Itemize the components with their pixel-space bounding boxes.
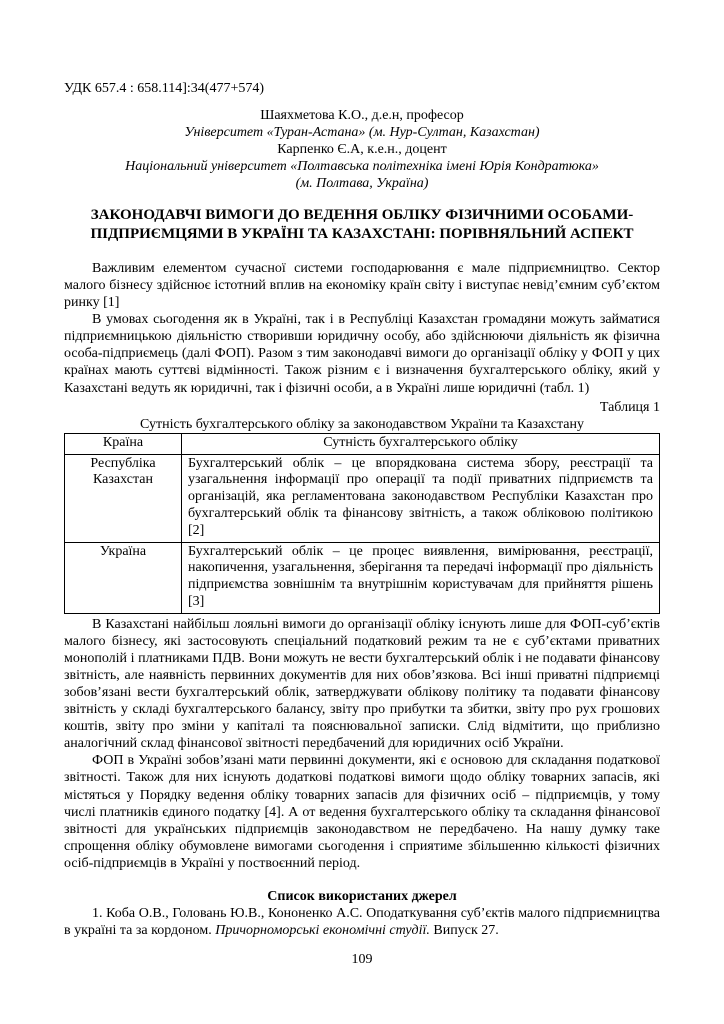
- byline: [64, 107, 660, 192]
- table-header-essence: Сутність бухгалтерського обліку: [182, 433, 660, 454]
- table-cell-definition-kazakhstan: Бухгалтерський облік – це впорядкована система збору, реєстрації та узагальнення інформації про операції та події приватних підприємств та організацій, яка регламентована законодавством Республіки Казахстан про бухгалтерський облік та фінансову звітність, а також обліковою політикою [2]: [182, 454, 660, 542]
- affiliation-1: Університет «Туран-Астана» (м. Нур-Султан, Казахстан): [184, 125, 540, 141]
- affiliation-2-line-2: (м. Полтава, Україна): [295, 176, 429, 192]
- affiliation-2-line-1: Національний університет «Полтавська політехніка імені Юрія Кондратюка»: [125, 159, 599, 175]
- article-title: ЗАКОНОДАВЧІ ВИМОГИ ДО ВЕДЕННЯ ОБЛІКУ ФІЗИЧНИМИ ОСОБАМИ-ПІДПРИЄМЦЯМИ В УКРАЇНІ ТА КАЗАХСТАНІ: ПОРІВНЯЛЬНИЙ АСПЕКТ: [90, 207, 634, 243]
- author-2: Карпенко Є.А, к.е.н., доцент: [277, 142, 447, 158]
- table-cell-definition-ukraine: Бухгалтерський облік – це процес виявлення, вимірювання, реєстрації, накопичення, узагальнення, зберігання та передачі інформації про діяльність підприємства зовнішнім та внутрішнім користувачам для прийняття рішень [3]: [182, 542, 660, 613]
- paragraph-body-1: В Казахстані найбільш лояльні вимоги до організації обліку існують лише для ФОП-суб’єктів малого бізнесу, які застосовують спеціальний податковий режим та не є суб’єктами приватних монополій і платниками ПДВ. Вони можуть не вести бухгалтерський облік і не подавати фінансову звітність, але наявність первинних документів для них обов’язкова. Всі інші приватні підприємці зобов’язані вести бухгалтерський облік, затверджувати облікову політику та подавати фінансову звітність у складі бухгалтерського балансу, звіту про прибутки та збитки, звіту про рух грошових коштів, звіту про зміни у капіталі та пояснювальної записки. Слід відмітити, що приблизно аналогічний склад фінансової звітності передбачений для юридичних осіб України.: [64, 616, 660, 752]
- reference-1-tail: Випуск 27.: [429, 923, 499, 939]
- table-row-kazakhstan: [65, 454, 660, 542]
- reference-item-1: [64, 905, 660, 939]
- reference-1-text: 1. Коба О.В., Головань Ю.В., Кононенко А.С. Оподаткування суб’єктів малого підприємництва в україні та за кордоном.: [64, 905, 660, 939]
- paragraph-intro-1: Важливим елементом сучасної системи господарювання є мале підприємництво. Сектор малого бізнесу здійснює істотний вплив на економіку країн світу і виступає невід’ємним суб’єктом ринку [1]: [64, 260, 660, 311]
- author-1: Шаяхметова К.О., д.е.н, професор: [260, 108, 464, 124]
- reference-1-journal: Причорноморські економічні студії.: [215, 923, 430, 939]
- table-header-country: Країна: [65, 433, 182, 454]
- references-heading: Список використаних джерел: [267, 888, 457, 904]
- table-cell-country-ukraine: Україна: [65, 542, 182, 613]
- table-caption: Сутність бухгалтерського обліку за законодавством України та Казахстану: [140, 416, 584, 432]
- table-row-ukraine: [65, 542, 660, 613]
- page-number: 109: [351, 951, 373, 967]
- udc-code: УДК 657.4 : 658.114]:34(477+574): [64, 81, 265, 96]
- table-header-row: [65, 433, 660, 454]
- table-label: Таблиця 1: [599, 399, 660, 415]
- comparison-table: [64, 433, 660, 614]
- paragraph-intro-2: В умовах сьогодення як в Україні, так і в Республіці Казахстан громадяни можуть займатися підприємницькою діяльністю створивши юридичну особу, або здійснюючи діяльність як фізична особа-підприємець (далі ФОП). Разом з тим законодавчі вимоги до організації обліку у ФОП у цих країнах мають суттєві відмінності. Також різним є і визначення бухгалтерського обліку, який у Казахстані ведуть як юридичні, так і фізичні особи, а в Україні лише юридичні (табл. 1): [64, 312, 660, 396]
- table-cell-country-kazakhstan: Республіка Казахстан: [65, 454, 182, 542]
- paragraph-body-2: ФОП в Україні зобов’язані мати первинні документи, які є основою для складання податкової звітності. Також для них існують додаткові податкові вимоги щодо обліку товарних запасів, які містяться у Порядку ведення обліку товарних запасів для фізичних осіб – підприємців, у тому числі платників єдиного податку [4]. А от ведення бухгалтерського обліку та складання фінансової звітності для українських підприємців законодавством не передбачено. На нашу думку таке спрощення обліку обумовлене вимогами сьогодення і сприятиме збільшенню кількості фізичних осіб-підприємців в Україні у поствоєнний період.: [64, 753, 660, 871]
